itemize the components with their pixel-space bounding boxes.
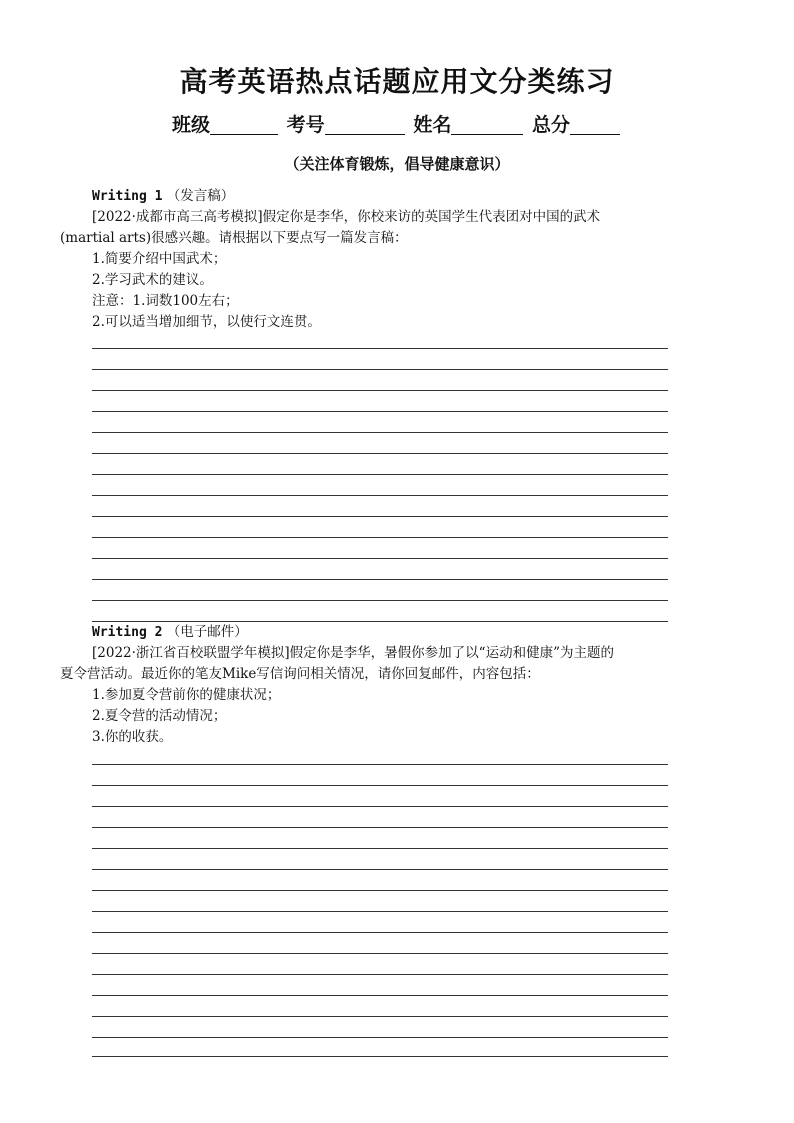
answer-line[interactable] [92, 953, 668, 954]
writing2-type: （电子邮件） [166, 624, 248, 640]
answer-line[interactable] [92, 995, 668, 996]
total-score-blank[interactable] [570, 114, 620, 135]
answer-line[interactable] [92, 390, 668, 391]
writing2-label: Writing 2 [92, 625, 163, 640]
writing2-prompt-line1: [2022·浙江省百校联盟学年模拟]假定你是李华，暑假你参加了以“运动和健康”为主题的 [92, 645, 614, 661]
writing2-point1: 1.参加夏令营前你的健康状况； [92, 687, 281, 703]
answer-line[interactable] [92, 453, 668, 454]
answer-line[interactable] [92, 806, 668, 807]
answer-line[interactable] [92, 827, 668, 828]
answer-line[interactable] [92, 516, 668, 517]
writing1-note1: 注意：1.词数100左右； [92, 293, 239, 309]
answer-line[interactable] [92, 348, 668, 349]
answer-line[interactable] [92, 1037, 668, 1038]
writing1-point2: 2.学习武术的建议。 [92, 272, 213, 288]
writing1-label: Writing 1 [92, 189, 163, 204]
answer-line[interactable] [92, 600, 668, 601]
class-label: 班级 [172, 114, 211, 136]
writing2-point3: 3.你的收获。 [92, 729, 173, 745]
answer-line[interactable] [92, 432, 668, 433]
writing2-point2: 2.夏令营的活动情况； [92, 708, 227, 724]
page-title: 高考英语热点话题应用文分类练习 [179, 65, 615, 98]
answer-line[interactable] [92, 537, 668, 538]
answer-line[interactable] [92, 411, 668, 412]
total-score-label: 总分 [531, 114, 570, 136]
answer-line[interactable] [92, 932, 668, 933]
answer-line[interactable] [92, 764, 668, 765]
exam-number-label: 考号 [286, 114, 325, 136]
answer-line[interactable] [92, 974, 668, 975]
writing1-note2: 2.可以适当增加细节，以使行文连贯。 [92, 314, 321, 330]
class-blank[interactable] [210, 114, 278, 135]
writing1-type: （发言稿） [166, 188, 235, 204]
writing1-point1: 1.简要介绍中国武术； [92, 251, 227, 267]
student-info-row [0, 111, 794, 139]
name-label: 姓名 [413, 114, 452, 136]
answer-line[interactable] [92, 911, 668, 912]
exam-number-blank[interactable] [325, 114, 405, 135]
writing1-prompt-line2: (martial arts)很感兴趣。请根据以下要点写一篇发言稿： [60, 230, 408, 246]
answer-line[interactable] [92, 474, 668, 475]
writing2-prompt-line2: 夏令营活动。最近你的笔友Mike写信询问相关情况，请你回复邮件，内容包括： [60, 666, 540, 682]
answer-line[interactable] [92, 785, 668, 786]
name-blank[interactable] [451, 114, 523, 135]
writing2-heading [60, 622, 770, 643]
writing1-heading [60, 186, 770, 207]
answer-line[interactable] [92, 890, 668, 891]
answer-line[interactable] [92, 869, 668, 870]
answer-line[interactable] [92, 1056, 668, 1057]
answer-line[interactable] [92, 579, 668, 580]
topic-subtitle: （关注体育锻炼，倡导健康意识） [284, 155, 510, 173]
answer-line[interactable] [92, 1016, 668, 1017]
answer-line[interactable] [92, 848, 668, 849]
answer-line[interactable] [92, 495, 668, 496]
answer-line[interactable] [92, 558, 668, 559]
answer-line[interactable] [92, 369, 668, 370]
writing1-prompt-line1: [2022·成都市高三高考模拟]假定你是李华，你校来访的英国学生代表团对中国的武术 [92, 209, 601, 225]
